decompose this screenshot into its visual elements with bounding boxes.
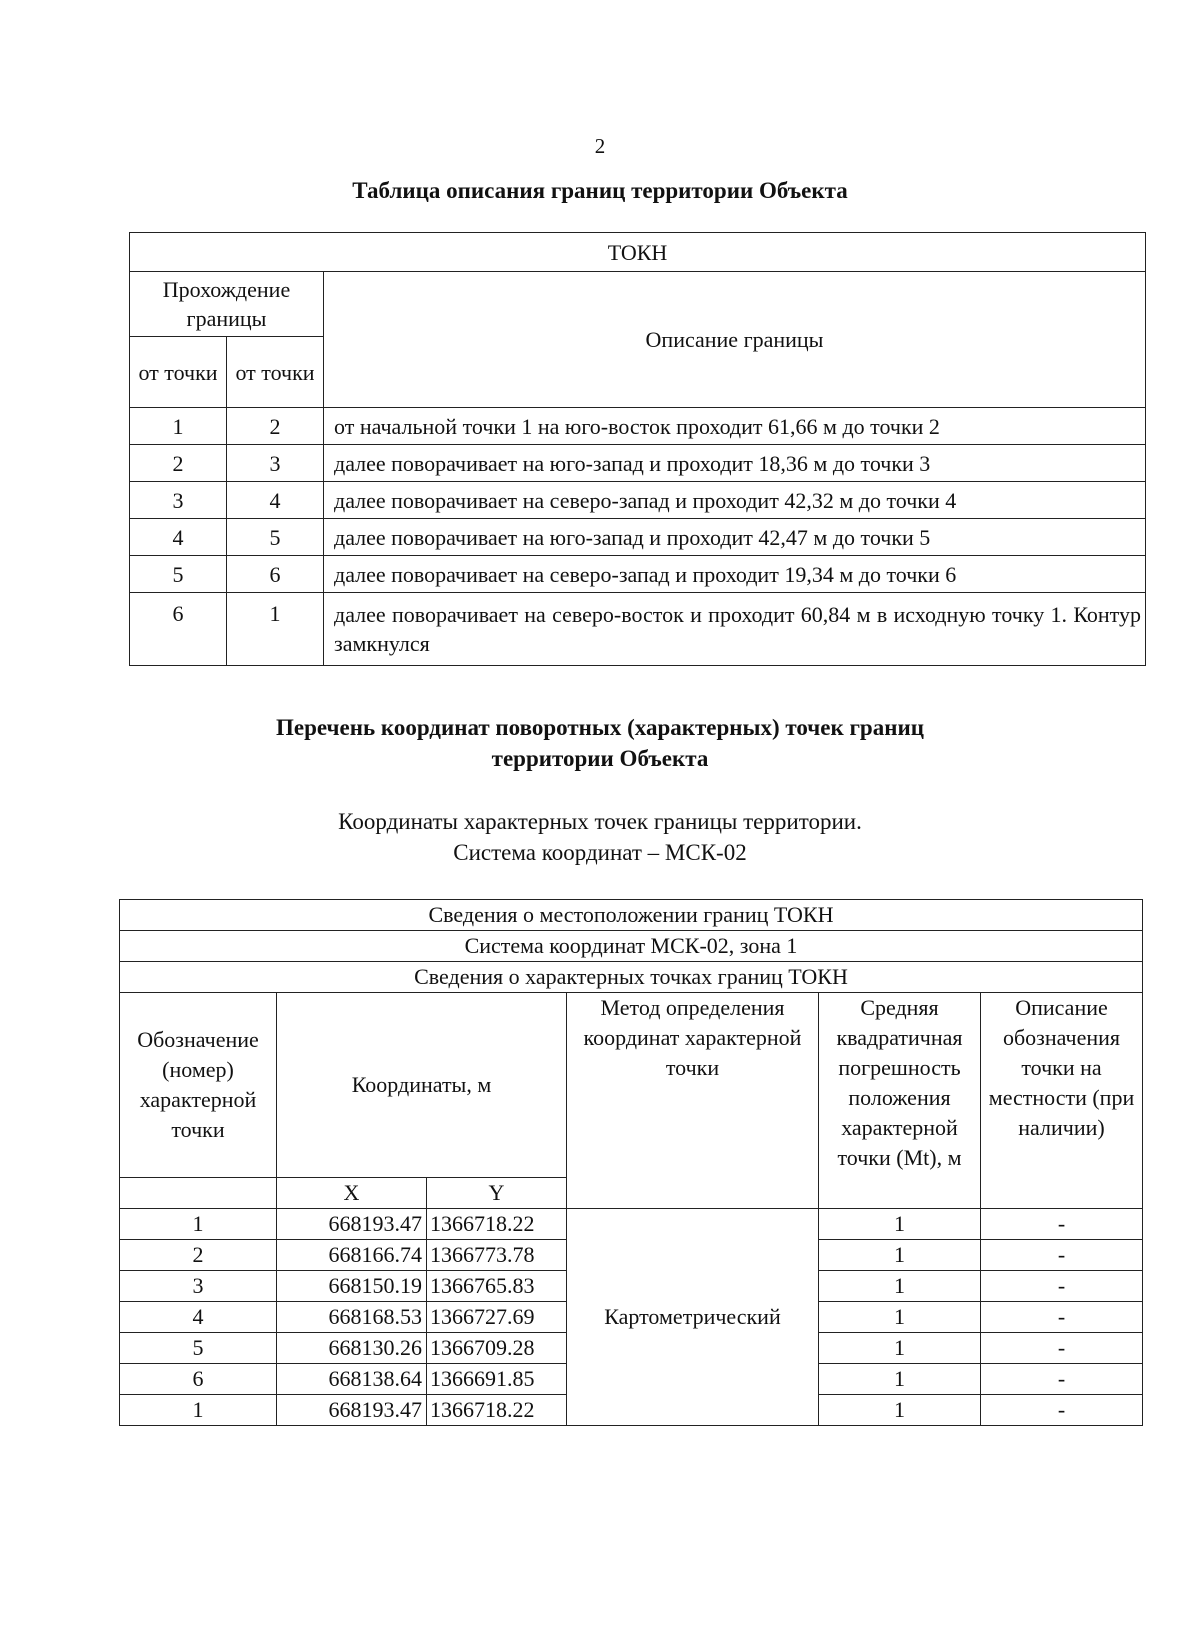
x-coordinate: 668130.26 <box>277 1333 427 1364</box>
coordinates-title-line2: территории Объекта <box>491 746 709 771</box>
point-number: 5 <box>120 1333 277 1364</box>
x-coordinate: 668166.74 <box>277 1240 427 1271</box>
error-value: 1 <box>819 1333 981 1364</box>
point-number: 1 <box>120 1209 277 1240</box>
table-row <box>130 593 1146 666</box>
header-description: Описание границы <box>324 272 1146 408</box>
table-row <box>120 1209 1143 1240</box>
to-point: 3 <box>227 445 324 482</box>
description-value: - <box>981 1302 1143 1333</box>
subtitle-line1: Координаты характерных точек границы территории. <box>338 809 862 834</box>
table-row <box>130 482 1146 519</box>
point-number: 2 <box>120 1240 277 1271</box>
segment-description: далее поворачивает на юго-запад и проходит 18,36 м до точки 3 <box>324 445 1146 482</box>
y-coordinate: 1366709.28 <box>427 1333 567 1364</box>
boundary-table-title: Таблица описания границ территории Объекта <box>352 178 848 203</box>
y-coordinate: 1366718.22 <box>427 1395 567 1426</box>
coordinates-title <box>0 712 1200 774</box>
error-value: 1 <box>819 1240 981 1271</box>
description-value: - <box>981 1209 1143 1240</box>
coordinate-system-header: Система координат МСК-02, зона 1 <box>120 931 1143 962</box>
table-row <box>130 519 1146 556</box>
to-point: 5 <box>227 519 324 556</box>
to-point: 1 <box>227 593 324 666</box>
boundary-description-table <box>129 232 1146 666</box>
y-coordinate: 1366765.83 <box>427 1271 567 1302</box>
error-value: 1 <box>819 1364 981 1395</box>
table-row <box>130 445 1146 482</box>
segment-description: далее поворачивает на северо-запад и проходит 42,32 м до точки 4 <box>324 482 1146 519</box>
object-name-cell: ТОКН <box>130 233 1146 272</box>
to-point: 2 <box>227 408 324 445</box>
method-cell: Картометрический <box>567 1209 819 1426</box>
description-value: - <box>981 1240 1143 1271</box>
segment-description: далее поворачивает на юго-запад и проходит 42,47 м до точки 5 <box>324 519 1146 556</box>
subtitle-line2: Система координат – МСК-02 <box>453 840 747 865</box>
point-number: 1 <box>120 1395 277 1426</box>
col-method-header: Метод определения координат характерной точки <box>567 993 819 1209</box>
header-passage: Прохождение границы <box>130 272 324 337</box>
point-number: 3 <box>120 1271 277 1302</box>
empty-cell <box>120 1178 277 1209</box>
y-coordinate: 1366718.22 <box>427 1209 567 1240</box>
coordinates-subtitle <box>0 806 1200 868</box>
y-coordinate: 1366727.69 <box>427 1302 567 1333</box>
y-coordinate: 1366773.78 <box>427 1240 567 1271</box>
from-point: 6 <box>130 593 227 666</box>
x-coordinate: 668168.53 <box>277 1302 427 1333</box>
error-value: 1 <box>819 1271 981 1302</box>
description-value: - <box>981 1333 1143 1364</box>
from-point: 5 <box>130 556 227 593</box>
to-point: 4 <box>227 482 324 519</box>
col-point-header: Обозначение (номер) характерной точки <box>120 993 277 1178</box>
x-coordinate: 668138.64 <box>277 1364 427 1395</box>
point-number: 4 <box>120 1302 277 1333</box>
points-header: Сведения о характерных точках границ ТОКН <box>120 962 1143 993</box>
error-value: 1 <box>819 1302 981 1333</box>
coordinates-title-line1: Перечень координат поворотных (характерных) точек границ <box>276 715 924 740</box>
segment-description: далее поворачивает на северо-восток и проходит 60,84 м в исходную точку 1. Контур замкнулся <box>324 593 1146 666</box>
header-to: от точки <box>227 337 324 408</box>
location-header: Сведения о местоположении границ ТОКН <box>120 900 1143 931</box>
x-coordinate: 668193.47 <box>277 1209 427 1240</box>
col-description-header: Описание обозначения точки на местности (при наличии) <box>981 993 1143 1209</box>
point-number: 6 <box>120 1364 277 1395</box>
x-coordinate: 668150.19 <box>277 1271 427 1302</box>
x-coordinate: 668193.47 <box>277 1395 427 1426</box>
col-y-header: Y <box>427 1178 567 1209</box>
table-row <box>130 556 1146 593</box>
page-number: 2 <box>594 134 606 158</box>
table-row <box>130 408 1146 445</box>
segment-description: далее поворачивает на северо-запад и проходит 19,34 м до точки 6 <box>324 556 1146 593</box>
from-point: 4 <box>130 519 227 556</box>
segment-description: от начальной точки 1 на юго-восток проходит 61,66 м до точки 2 <box>324 408 1146 445</box>
col-error-header: Средняя квадратичная погрешность положения характерной точки (Mt), м <box>819 993 981 1209</box>
from-point: 2 <box>130 445 227 482</box>
from-point: 1 <box>130 408 227 445</box>
description-value: - <box>981 1395 1143 1426</box>
y-coordinate: 1366691.85 <box>427 1364 567 1395</box>
header-from: от точки <box>130 337 227 408</box>
col-coords-header: Координаты, м <box>277 993 567 1178</box>
error-value: 1 <box>819 1209 981 1240</box>
col-x-header: X <box>277 1178 427 1209</box>
to-point: 6 <box>227 556 324 593</box>
description-value: - <box>981 1364 1143 1395</box>
coordinates-table <box>119 899 1143 1426</box>
description-value: - <box>981 1271 1143 1302</box>
from-point: 3 <box>130 482 227 519</box>
error-value: 1 <box>819 1395 981 1426</box>
